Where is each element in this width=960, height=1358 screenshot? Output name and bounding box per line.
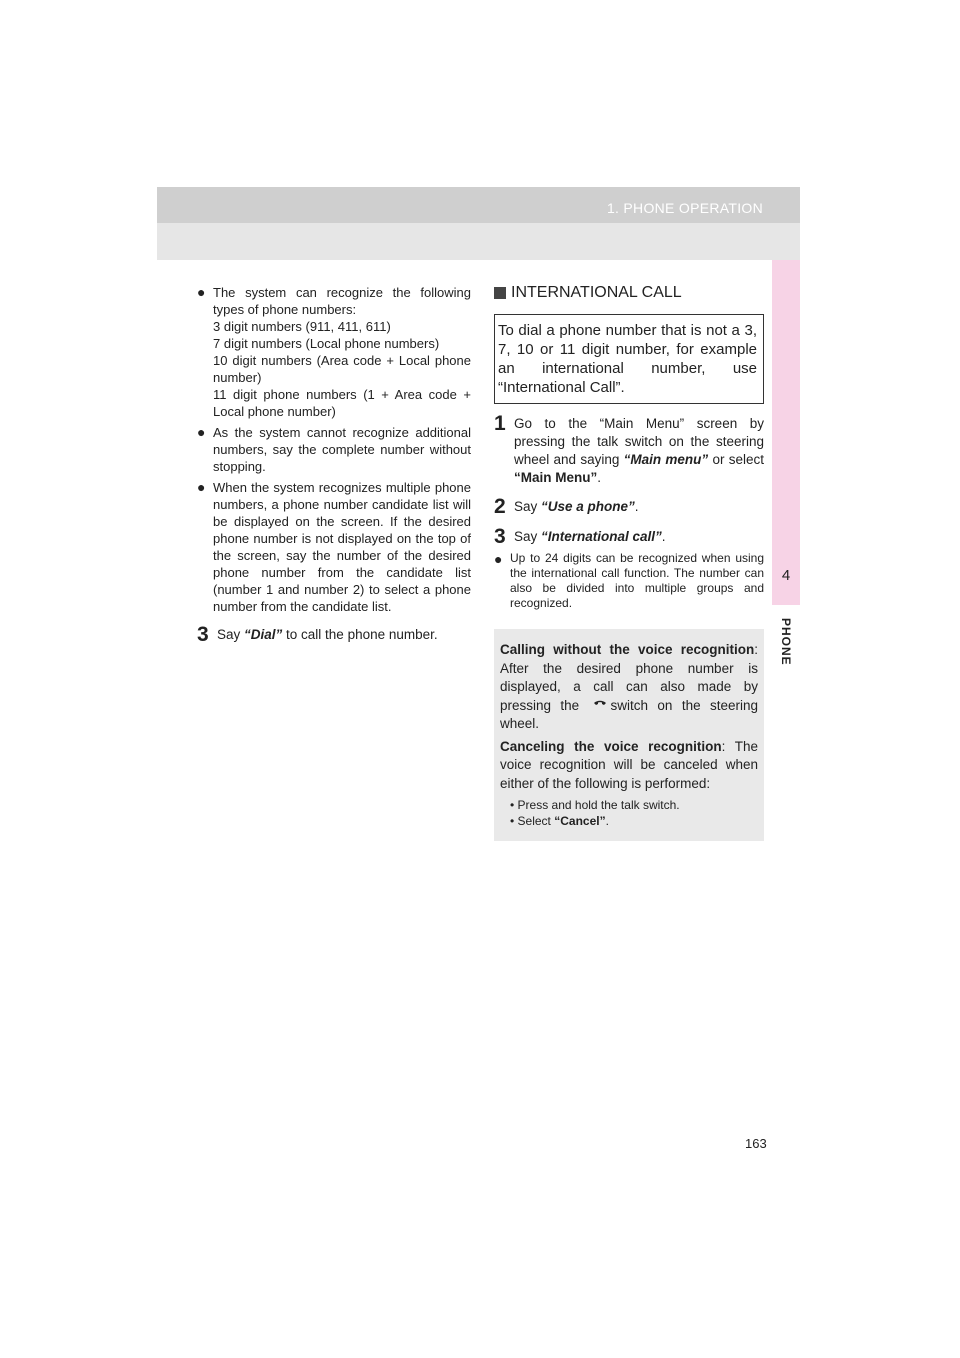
step-number: 2 (494, 495, 506, 518)
info-box (494, 629, 764, 841)
step-text: Say (514, 529, 542, 544)
bullet-line: 3 digit numbers (911, 411, 611) (213, 319, 391, 334)
bullet-dot-icon: ● (197, 479, 206, 495)
bullet-text: Up to 24 digits can be recognized when using the international call function. The number can also be divided into multiple groups and recognized. (510, 551, 764, 610)
screen-button-label: “Main Menu” (514, 470, 598, 485)
info-text: . (605, 814, 609, 828)
side-tab-number: 4 (781, 567, 791, 584)
phone-switch-icon (593, 697, 607, 716)
info-text: • Select (510, 814, 555, 828)
step-text: or select (708, 452, 764, 467)
info-text: : After the desired phone number is displayed, a call can also made by pressing the (500, 642, 758, 713)
info-sub-item (500, 813, 758, 829)
bullet-item (197, 479, 471, 615)
info-sub-item: • Press and hold the talk switch. (510, 798, 680, 812)
bullet-item (197, 424, 471, 475)
section-title-text: INTERNATIONAL CALL (511, 284, 682, 301)
step-3-right (494, 527, 764, 547)
voice-command: “Dial” (244, 627, 283, 642)
info-heading: Canceling the voice recognition (500, 738, 722, 754)
header-subband (157, 223, 800, 260)
step-3-left (197, 625, 471, 645)
voice-command: “Use a phone” (541, 499, 635, 514)
left-column (197, 284, 471, 649)
step-text: Say (217, 627, 245, 642)
bullet-dot-icon: ● (494, 551, 503, 567)
bullet-text: When the system recognizes multiple phone numbers, a phone number candidate list will be displayed on the screen. If the desired phone number is not displayed on the top of the screen, say the number of the desired phone number from the candidate list (number 1 and number 2) to select a phone number from the candidate list. (213, 480, 471, 614)
right-column (494, 284, 764, 841)
info-heading: Calling without the voice recognition (500, 642, 755, 657)
step-text: Say (514, 499, 542, 514)
voice-command: “International call” (541, 529, 662, 544)
bullet-dot-icon: ● (197, 284, 206, 300)
step-number: 3 (197, 623, 209, 646)
info-paragraph (500, 738, 758, 794)
side-tab-label: PHONE (779, 618, 793, 666)
step-text: . (597, 470, 602, 485)
voice-command: “Main menu” (623, 452, 709, 467)
info-text: : The voice recognition will be canceled when either of the following is performed: (500, 738, 758, 791)
screen-button-label: “Cancel” (554, 814, 606, 828)
intro-box: To dial a phone number that is not a 3, 7, 10 or 11 digit number, for example an international number, use “International Call”. (494, 314, 764, 404)
step-text: Go to the “Main Menu” screen by pressing the talk switch on the steering wheel and saying (514, 416, 764, 467)
side-tab (772, 260, 800, 605)
step-2 (494, 497, 764, 517)
info-paragraph (500, 641, 758, 734)
step-number: 3 (494, 525, 506, 548)
bullet-text: As the system cannot recognize additional numbers, say the complete number without stopping. (213, 425, 471, 474)
square-bullet-icon (494, 287, 506, 299)
bullet-line: 10 digit numbers (Area code + Local phone number) (213, 353, 471, 385)
bullet-line: The system can recognize the following types of phone numbers: (213, 285, 471, 317)
step-1 (494, 414, 764, 487)
step-text: . (634, 499, 639, 514)
info-text: switch on the steering wheel. (500, 697, 758, 731)
section-title (494, 284, 764, 302)
bullet-line: 7 digit numbers (Local phone numbers) (213, 336, 440, 351)
bullet-item (197, 284, 471, 420)
page-number: 163 (745, 1136, 767, 1151)
step-text: to call the phone number. (282, 627, 438, 642)
bullet-item (494, 551, 764, 611)
bullet-dot-icon: ● (197, 424, 206, 440)
bullet-line: 11 digit phone numbers (1 + Area code + Local phone number) (213, 387, 471, 419)
chapter-title: 1. PHONE OPERATION (606, 200, 763, 216)
step-text: . (661, 529, 666, 544)
step-number: 1 (494, 412, 506, 435)
